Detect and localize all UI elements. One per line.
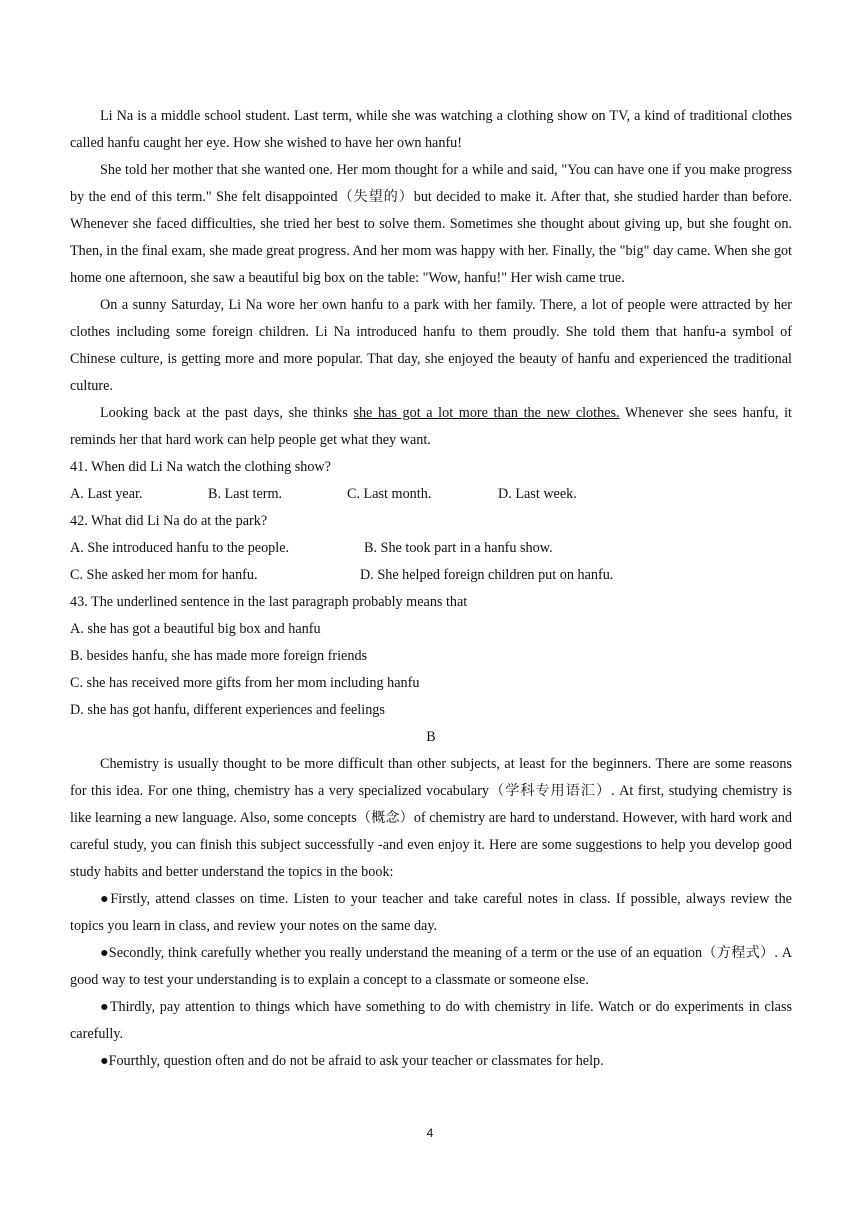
- page-number: 4: [426, 1126, 434, 1140]
- question-41-options: [70, 481, 792, 508]
- bullet-thirdly: ●Thirdly, pay attention to things which have something to do with chemistry in life. Watch or do experiments in class carefully.: [70, 999, 792, 1042]
- document-page: [70, 103, 792, 1075]
- option-43-b: B. besides hanfu, she has made more foreign friends: [70, 648, 368, 664]
- passage-a-paragraph-4: [70, 400, 792, 454]
- question-42-options-row-2: [70, 562, 792, 589]
- option-41-b: B. Last term.: [208, 486, 283, 502]
- bullet-firstly: ●Firstly, attend classes on time. Listen to your teacher and take careful notes in class. If possible, always review the topics you learn in class, and review your notes on the same day.: [70, 891, 792, 934]
- option-42-a: A. She introduced hanfu to the people.: [70, 540, 290, 556]
- option-42-c: C. She asked her mom for hanfu.: [70, 567, 258, 583]
- option-42-d: D. She helped foreign children put on hanfu.: [360, 567, 614, 583]
- passage-a-paragraph-3: On a sunny Saturday, Li Na wore her own hanfu to a park with her family. There, a lot of people were attracted by her clothes including some foreign children. Li Na introduced hanfu to them proudly. She told them that hanfu-a symbol of Chinese culture, is getting more and more popular. That day, she enjoyed the beauty of hanfu and experienced the traditional culture.: [70, 297, 792, 394]
- question-42-options-row-1: [70, 535, 792, 562]
- paragraph-4-start: Looking back at the past days, she thinks: [100, 405, 354, 421]
- bullet-secondly: ●Secondly, think carefully whether you really understand the meaning of a term or the use of an equation（方程式）. A good way to test your understanding is to explain a concept to a classmate or someone else.: [70, 945, 792, 988]
- option-41-a: A. Last year.: [70, 486, 143, 502]
- underlined-sentence: she has got a lot more than the new clothes.: [353, 405, 620, 421]
- passage-a-paragraph-2: She told her mother that she wanted one. Her mom thought for a while and said, "You can have one if you make progress by the end of this term." She felt disappointed（失望的）but decided to make it. After that, she studied harder than before. Whenever she faced difficulties, she tried her best to solve them. Sometimes she thought about giving up, but she fought on. Then, in the final exam, she made great progress. And her mom was happy with her. Finally, the "big" day came. When she got home one afternoon, she saw a beautiful big box on the table: "Wow, hanfu!" Her wish came true.: [70, 162, 792, 286]
- passage-b-paragraph-1: Chemistry is usually thought to be more difficult than other subjects, at least for the beginners. There are some reasons for this idea. For one thing, chemistry has a very specialized vocabulary（学科专用语汇）. At first, studying chemistry is like learning a new language. Also, some concepts（概念）of chemistry are hard to understand. However, with hard work and careful study, you can finish this subject successfully -and even enjoy it. Here are some suggestions to help you develop good study habits and better understand the topics in the book:: [70, 756, 792, 880]
- question-42: 42. What did Li Na do at the park?: [70, 513, 268, 529]
- passage-a-paragraph-1: Li Na is a middle school student. Last term, while she was watching a clothing show on TV, a kind of traditional clothes called hanfu caught her eye. How she wished to have her own hanfu!: [70, 108, 792, 151]
- option-41-d: D. Last week.: [498, 486, 577, 502]
- question-41: 41. When did Li Na watch the clothing show?: [70, 459, 331, 475]
- paragraph-4-end: Whenever she sees hanfu, it reminds her that hard work can help people get what they want.: [70, 405, 792, 448]
- section-heading-b: B: [426, 729, 436, 745]
- option-42-b: B. She took part in a hanfu show.: [364, 540, 553, 556]
- bullet-fourthly: ●Fourthly, question often and do not be afraid to ask your teacher or classmates for help.: [100, 1053, 604, 1069]
- option-43-a: A. she has got a beautiful big box and hanfu: [70, 621, 321, 637]
- option-41-c: C. Last month.: [347, 486, 432, 502]
- option-43-c: C. she has received more gifts from her mom including hanfu: [70, 675, 420, 691]
- question-43: 43. The underlined sentence in the last paragraph probably means that: [70, 594, 468, 610]
- option-43-d: D. she has got hanfu, different experiences and feelings: [70, 702, 385, 718]
